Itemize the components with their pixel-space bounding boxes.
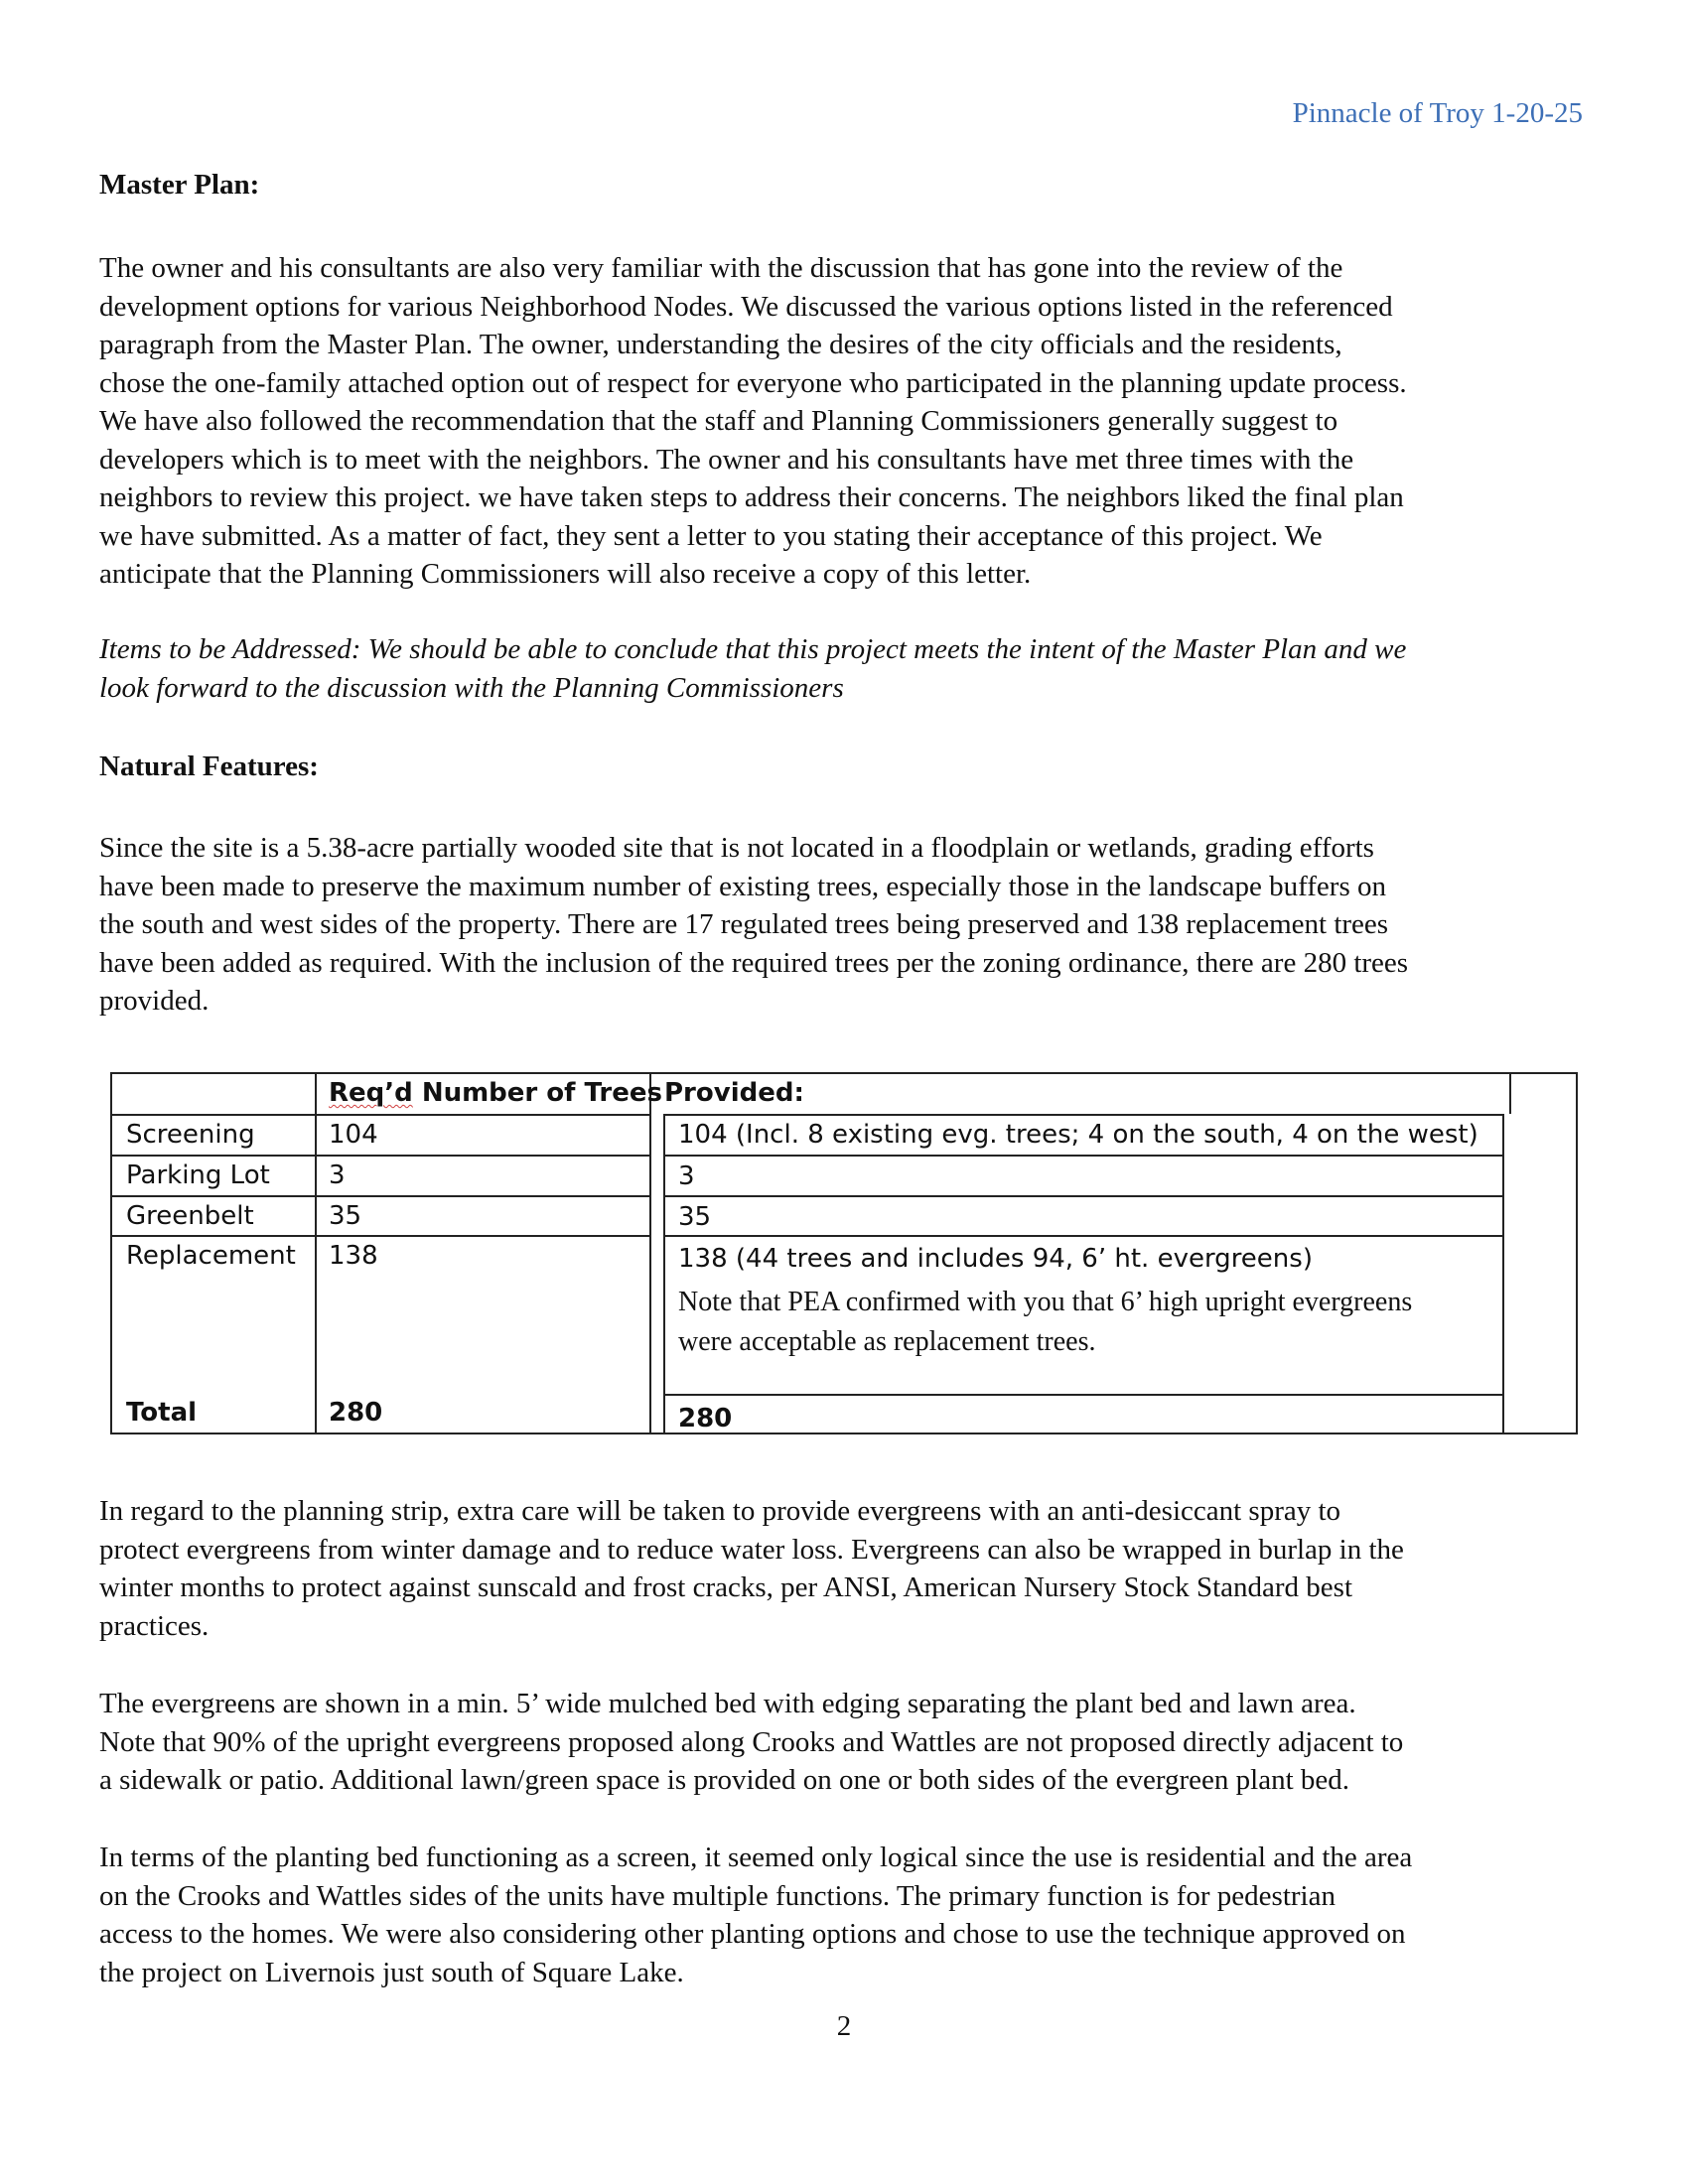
table-divider	[112, 1235, 649, 1237]
text-line: have been added as required. With the inclusion of the required trees per the zoning ordinance, there are 280 trees	[99, 946, 1409, 979]
table-divider	[663, 1114, 665, 1434]
replacement-note: Note that PEA confirmed with you that 6’ high upright evergreens were acceptable as replacement trees.	[678, 1287, 1413, 1357]
text-line: The evergreens are shown in a min. 5’ wide mulched bed with edging separating the plant bed and lawn area.	[99, 1688, 1356, 1719]
row-required-screening: 104	[329, 1120, 378, 1150]
text-line: neighbors to review this project. we have taken steps to address their concerns. The neighbors liked the final plan	[99, 481, 1404, 513]
text-line: access to the homes. We were also considering other planting options and chose to use the technique approved on	[99, 1918, 1406, 1950]
row-required-greenbelt: 35	[329, 1201, 362, 1231]
row-label-replacement: Replacement	[126, 1241, 296, 1271]
text-line: look forward to the discussion with the Planning Commissioners	[99, 671, 844, 704]
table-divider	[663, 1114, 1504, 1116]
text-line: on the Crooks and Wattles sides of the units have multiple functions. The primary function is for pedestrian	[99, 1879, 1336, 1912]
text-line: In terms of the planting bed functioning as a screen, it seemed only logical since the use is residential and the area	[99, 1842, 1413, 1873]
planning-strip-paragraph	[99, 1492, 1609, 1645]
table-divider	[649, 1074, 651, 1434]
table-divider	[1502, 1114, 1504, 1434]
text-line: provided.	[99, 985, 210, 1017]
table-divider	[663, 1394, 1504, 1396]
row-provided-parking-lot: 3	[678, 1161, 695, 1191]
row-label-screening: Screening	[126, 1120, 255, 1150]
text-line: developers which is to meet with the neighbors. The owner and his consultants have met three times with the	[99, 443, 1354, 476]
text-line: Items to be Addressed: We should be able to conclude that this project meets the intent of the Master Plan and we	[99, 633, 1407, 665]
text-line: winter months to protect against sunscald and frost cracks, per ANSI, American Nursery Stock Standard best	[99, 1571, 1353, 1603]
text-line: the south and west sides of the property. There are 17 regulated trees being preserved and 138 replacement trees	[99, 908, 1389, 940]
text-line: paragraph from the Master Plan. The owner, understanding the desires of the city officials and the residents,	[99, 329, 1342, 360]
table-divider	[112, 1155, 649, 1157]
natural-features-paragraph	[99, 829, 1609, 1021]
text-line: have been made to preserve the maximum number of existing trees, especially those in the landscape buffers on	[99, 870, 1386, 902]
table-divider	[112, 1195, 649, 1197]
row-required-total: 280	[329, 1398, 383, 1428]
natural-features-title: Natural Features:	[99, 751, 319, 782]
text-line: We have also followed the recommendation that the staff and Planning Commissioners generally suggest to	[99, 405, 1338, 437]
planting-bed-paragraph	[99, 1839, 1609, 1991]
text-line: The owner and his consultants are also very familiar with the discussion that has gone into the review of the	[99, 252, 1343, 284]
header-provided: Provided:	[664, 1078, 804, 1108]
tree-table	[110, 1072, 1578, 1434]
header-required	[329, 1078, 662, 1108]
row-label-total: Total	[126, 1398, 198, 1428]
row-provided-total: 280	[678, 1404, 733, 1433]
table-divider	[663, 1235, 1504, 1237]
text-line: In regard to the planning strip, extra care will be taken to provide evergreens with an anti-desiccant spray to	[99, 1495, 1341, 1527]
row-provided-replacement: 138 (44 trees and includes 94, 6’ ht. evergreens)	[678, 1244, 1313, 1274]
table-divider	[1509, 1074, 1511, 1114]
page-header: Pinnacle of Troy 1-20-25	[1292, 97, 1583, 129]
row-required-replacement: 138	[329, 1241, 378, 1271]
evergreens-paragraph	[99, 1685, 1609, 1800]
text-line: Since the site is a 5.38-acre partially wooded site that is not located in a floodplain or wetlands, grading efforts	[99, 832, 1374, 864]
text-line: chose the one-family attached option out of respect for everyone who participated in the planning update process.	[99, 366, 1407, 399]
text-line: practices.	[99, 1609, 210, 1642]
master-plan-paragraph	[99, 249, 1609, 594]
table-divider	[663, 1155, 1504, 1157]
header-required-rest: Number of Trees	[412, 1078, 662, 1108]
text-line: Note that 90% of the upright evergreens proposed along Crooks and Wattles are not proposed directly adjacent to	[99, 1725, 1404, 1758]
text-line: we have submitted. As a matter of fact, they sent a letter to you stating their acceptance of this project. We	[99, 519, 1323, 552]
row-label-parking-lot: Parking Lot	[126, 1160, 270, 1190]
page-number: 2	[836, 2010, 852, 2042]
header-required-abbrev: Req’d	[329, 1078, 413, 1108]
row-required-parking-lot: 3	[329, 1160, 346, 1190]
row-label-greenbelt: Greenbelt	[126, 1201, 254, 1231]
text-line: a sidewalk or patio. Additional lawn/green space is provided on one or both sides of the evergreen plant bed.	[99, 1764, 1350, 1796]
master-plan-title: Master Plan:	[99, 169, 260, 201]
items-to-be-addressed	[99, 630, 1609, 707]
row-provided-greenbelt: 35	[678, 1202, 712, 1232]
table-divider	[663, 1195, 1504, 1197]
text-line: protect evergreens from winter damage and to reduce water loss. Evergreens can also be wrapped in burlap in the	[99, 1533, 1404, 1566]
table-divider	[112, 1114, 649, 1116]
table-divider	[315, 1074, 317, 1434]
text-line: anticipate that the Planning Commissioners will also receive a copy of this letter.	[99, 558, 1032, 590]
text-line: development options for various Neighborhood Nodes. We discussed the various options listed in the referenced	[99, 290, 1393, 323]
text-line: the project on Livernois just south of Square Lake.	[99, 1956, 684, 1988]
row-provided-screening: 104 (Incl. 8 existing evg. trees; 4 on the south, 4 on the west)	[678, 1120, 1478, 1150]
